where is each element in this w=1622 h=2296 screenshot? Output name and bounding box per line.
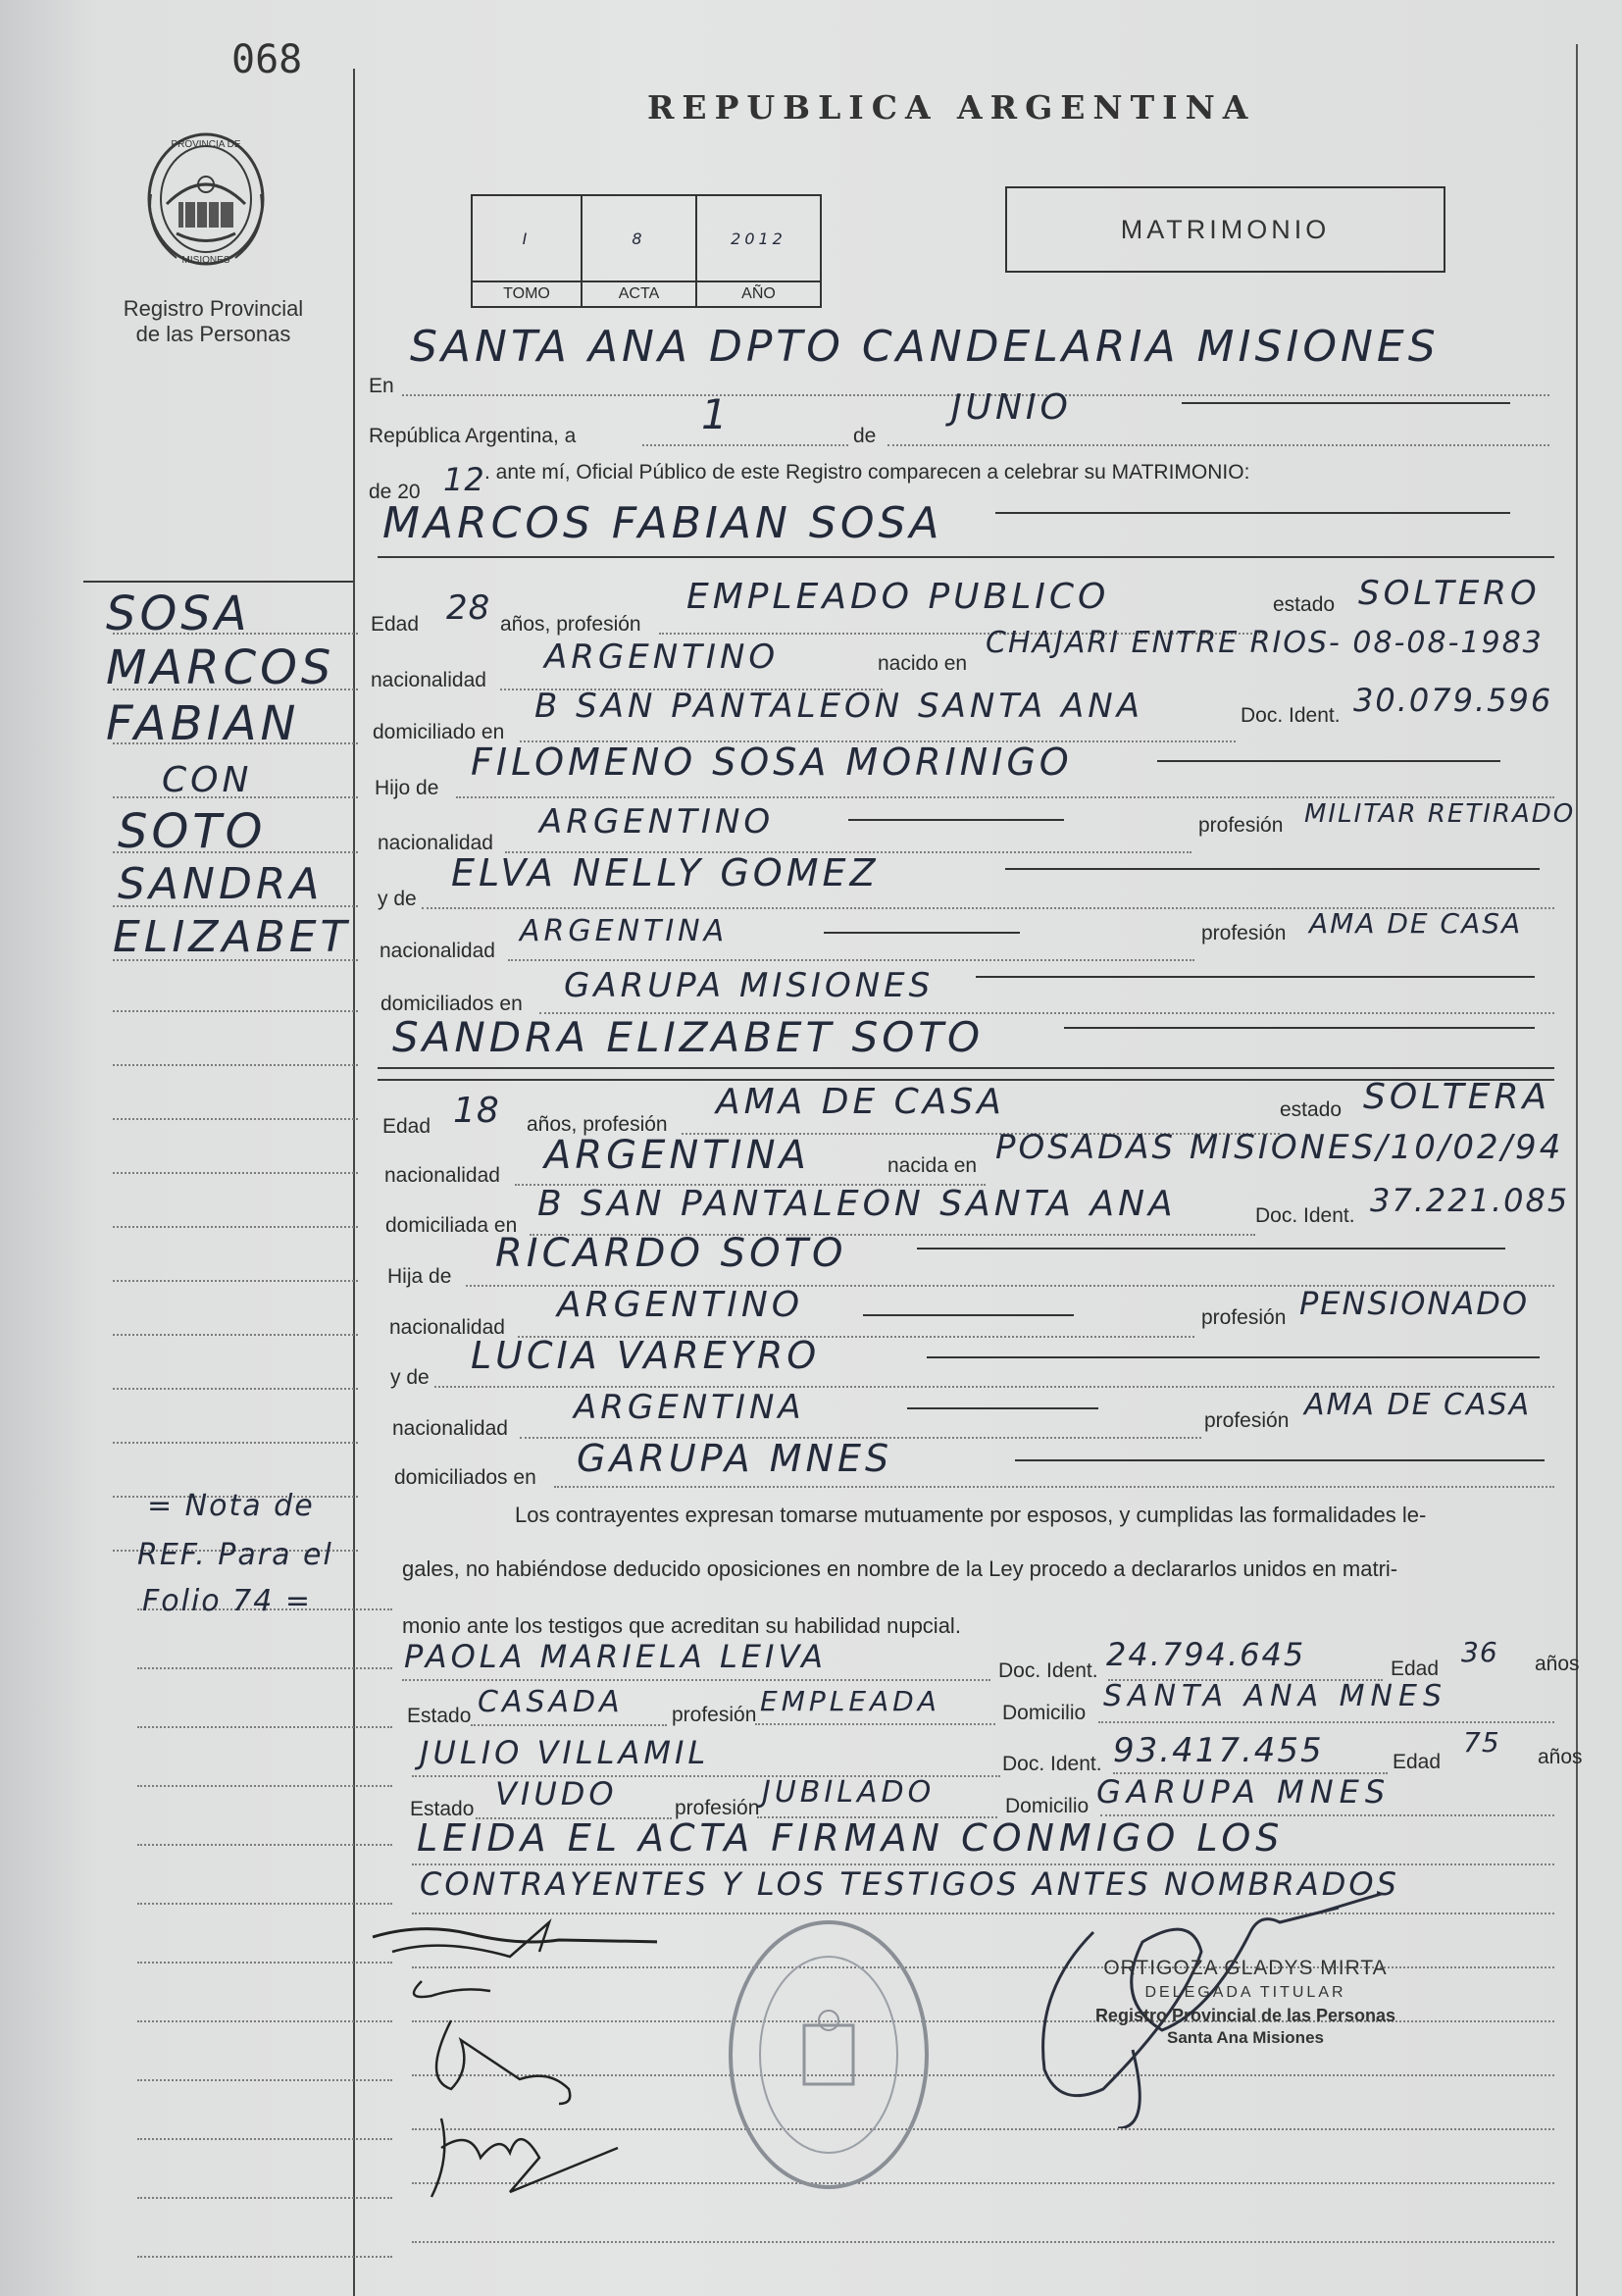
groom-dom-label: domiciliado en [373,721,505,743]
witness2-doc-value: 93.417.455 [1113,1731,1324,1770]
official-role: DELEGADA TITULAR [1144,1984,1346,2001]
witness2-prof-label: profesión [675,1797,760,1819]
bride-mother-prof-label: profesión [1204,1409,1290,1432]
bride-mother-nat-label: nacionalidad [392,1417,508,1440]
bride-address-value: B SAN PANTALEON SANTA ANA [537,1184,1177,1224]
bride-father-nat-label: nacionalidad [389,1316,505,1339]
de20-label: de 20 [369,481,421,503]
bride-age-value: 18 [453,1091,500,1131]
tomo-acta-anio-box [471,194,822,308]
registry-round-stamp-icon [721,1908,937,2202]
groom-mother-value: ELVA NELLY GOMEZ [451,851,880,894]
groom-mother-prof-value: AMA DE CASA [1309,907,1523,940]
bride-parents-dom-label: domiciliados en [394,1466,536,1489]
witness2-name-value: JULIO VILLAMIL [420,1734,710,1771]
witness1-doc-value: 24.794.645 [1106,1636,1306,1673]
groom-estado-value: SOLTERO [1358,574,1541,613]
bride-name-value: SANDRA ELIZABET SOTO [392,1013,985,1061]
witness1-estado-label: Estado [407,1705,472,1727]
witness2-profession-value: JUBILADO [762,1775,936,1810]
bride-father-prof-value: PENSIONADO [1299,1285,1530,1322]
bride-estado-value: SOLTERA [1363,1077,1551,1117]
bride-father-value: RICARDO SOTO [495,1231,847,1276]
groom-estado-label: estado [1273,593,1336,616]
groom-birthplace-value: CHAJARI ENTRE RIOS- 08-08-1983 [986,626,1544,660]
declaration-line2: gales, no habiéndose deducido oposiciones en nombre de la Ley procedo a declararlos unidos en matri- [402,1556,1398,1581]
groom-father-nat-label: nacionalidad [378,832,493,854]
bride-dom-label: domiciliada en [385,1214,518,1237]
bride-doc-value: 37.221.085 [1370,1182,1570,1219]
witness1-age-value: 36 [1461,1636,1498,1668]
bride-mother-prof-value: AMA DE CASA [1304,1388,1532,1422]
republica-label: República Argentina, a [369,425,577,447]
bride-parents-address-value: GARUPA MNES [577,1437,893,1480]
tomo-label: TOMO [472,281,582,307]
official-office: Registro Provincial de las Personas [1094,2006,1396,2025]
witness1-address-value: SANTA ANA MNES [1103,1679,1447,1713]
margin-note-2: REF. Para el [137,1538,333,1572]
intro-text: . ante mí, Oficial Público de este Registro comparecen a celebrar su MATRIMONIO: [484,461,1250,484]
groom-age-value: 28 [446,588,491,628]
declaration-line3: monio ante los testigos que acreditan su habilidad nupcial. [402,1613,961,1638]
groom-parents-dom-label: domiciliados en [380,993,523,1015]
bride-profession-value: AMA DE CASA [716,1082,1005,1122]
bride-nationality-value: ARGENTINA [544,1133,810,1178]
groom-name-value: MARCOS FABIAN SOSA [382,498,943,548]
margin-name-7: ELIZABET [113,912,351,962]
bride-yde-label: y de [390,1366,430,1389]
margin-name-5: SOTO [118,804,267,859]
groom-mother-prof-label: profesión [1201,922,1287,944]
groom-nacido-label: nacido en [878,652,968,675]
signatures-area-icon [363,1893,657,2226]
declaration-line1: Los contrayentes expresan tomarse mutuamente por esposos, y cumplidas las formalidades le- [515,1503,1427,1527]
official-place: Santa Ana Misiones [1167,2028,1324,2047]
closing-line2: CONTRAYENTES Y LOS TESTIGOS ANTES NOMBRADOS [420,1865,1399,1903]
witness2-address-value: GARUPA MNES [1096,1773,1392,1811]
official-name: ORTIGOZA GLADYS MIRTA [1103,1957,1388,1979]
country-title: REPUBLICA ARGENTINA [647,88,1256,127]
margin-name-3: FABIAN [106,696,300,751]
registry-line2: de las Personas [135,322,291,346]
margin-note-1: = Nota de [147,1489,315,1523]
en-label: En [369,375,394,397]
witness2-doc-label: Doc. Ident. [1002,1753,1102,1775]
witness2-dom-label: Domicilio [1005,1795,1090,1817]
groom-doc-label: Doc. Ident. [1241,704,1341,727]
witness2-edad-label: Edad [1393,1751,1442,1773]
closing-line1: LEIDA EL ACTA FIRMAN CONMIGO LOS [417,1816,1285,1860]
witness1-profession-value: EMPLEADA [760,1685,940,1717]
groom-anios-label: años, profesión [500,613,641,636]
groom-yde-label: y de [378,888,417,910]
witness1-doc-label: Doc. Ident. [998,1659,1098,1682]
place-value: SANTA ANA DPTO CANDELARIA MISIONES [410,322,1440,372]
seal-bottom-text: MISIONES [181,255,230,266]
witness1-dom-label: Domicilio [1002,1702,1087,1724]
witness1-edad-label: Edad [1391,1658,1440,1680]
groom-doc-value: 30.079.596 [1353,682,1553,719]
witness1-name-value: PAOLA MARIELA LEIVA [404,1638,828,1675]
day-value: 1 [701,390,732,438]
seal-top-text: PROVINCIA DE [171,139,241,150]
groom-mother-nat-value: ARGENTINA [520,914,729,948]
margin-name-2: MARCOS [106,640,335,695]
groom-father-nat-value: ARGENTINO [539,802,775,842]
anio-label: AÑO [696,281,821,307]
acta-value: 8 [582,195,696,281]
witness2-anios-label: años [1538,1746,1583,1768]
acta-label: ACTA [582,281,696,307]
groom-nac-label: nacionalidad [371,669,486,691]
groom-father-value: FILOMENO SOSA MORINIGO [471,740,1073,784]
bride-anios-label: años, profesión [527,1113,668,1136]
doc-type-label: MATRIMONIO [1120,214,1331,244]
margin-note-3: Folio 74 = [142,1584,313,1618]
groom-father-prof-value: MILITAR RETIRADO [1304,799,1576,829]
margin-name-6: SANDRA [118,859,324,909]
groom-hijo-label: Hijo de [375,777,439,799]
bride-nacida-label: nacida en [887,1154,978,1177]
witness1-estado-value: CASADA [478,1685,624,1719]
groom-nationality-value: ARGENTINO [544,638,780,677]
doc-type-box [1005,186,1445,273]
provincial-seal-icon [137,126,275,273]
registry-line1: Registro Provincial [123,296,304,321]
witness1-prof-label: profesión [672,1704,757,1726]
groom-father-prof-label: profesión [1198,814,1284,837]
bride-hija-label: Hija de [387,1265,452,1288]
margin-name-4: CON [162,760,253,800]
year-suffix-value: 12 [443,461,485,498]
right-border [1576,44,1578,2296]
bride-father-nat-value: ARGENTINO [557,1285,804,1325]
groom-profession-value: EMPLEADO PUBLICO [686,577,1110,617]
groom-edad-label: Edad [371,613,420,636]
bride-edad-label: Edad [382,1115,431,1138]
anio-value: 2012 [696,195,821,281]
groom-parents-address-value: GARUPA MISIONES [564,966,935,1005]
registry-name [103,296,324,347]
de-label: de [853,425,877,447]
bride-mother-nat-value: ARGENTINA [574,1388,805,1427]
bride-mother-value: LUCIA VAREYRO [471,1334,821,1377]
folio-number: 068 [231,37,303,82]
bride-birthplace-value: POSADAS MISIONES/10/02/94 [995,1128,1564,1167]
witness2-estado-label: Estado [410,1798,475,1820]
bride-doc-label: Doc. Ident. [1255,1204,1355,1227]
groom-address-value: B SAN PANTALEON SANTA ANA [534,687,1143,726]
witness1-anios-label: años [1535,1653,1580,1675]
bride-estado-label: estado [1280,1098,1343,1121]
witness2-estado-value: VIUDO [495,1775,618,1812]
tomo-value: I [472,195,582,281]
bride-nac-label: nacionalidad [384,1164,500,1187]
witness2-age-value: 75 [1463,1726,1500,1759]
groom-mother-nat-label: nacionalidad [380,940,495,962]
month-value: JUNIO [951,387,1072,428]
margin-name-1: SOSA [106,587,251,641]
bride-father-prof-label: profesión [1201,1306,1287,1329]
official-stamp-text [1064,1957,1427,2048]
